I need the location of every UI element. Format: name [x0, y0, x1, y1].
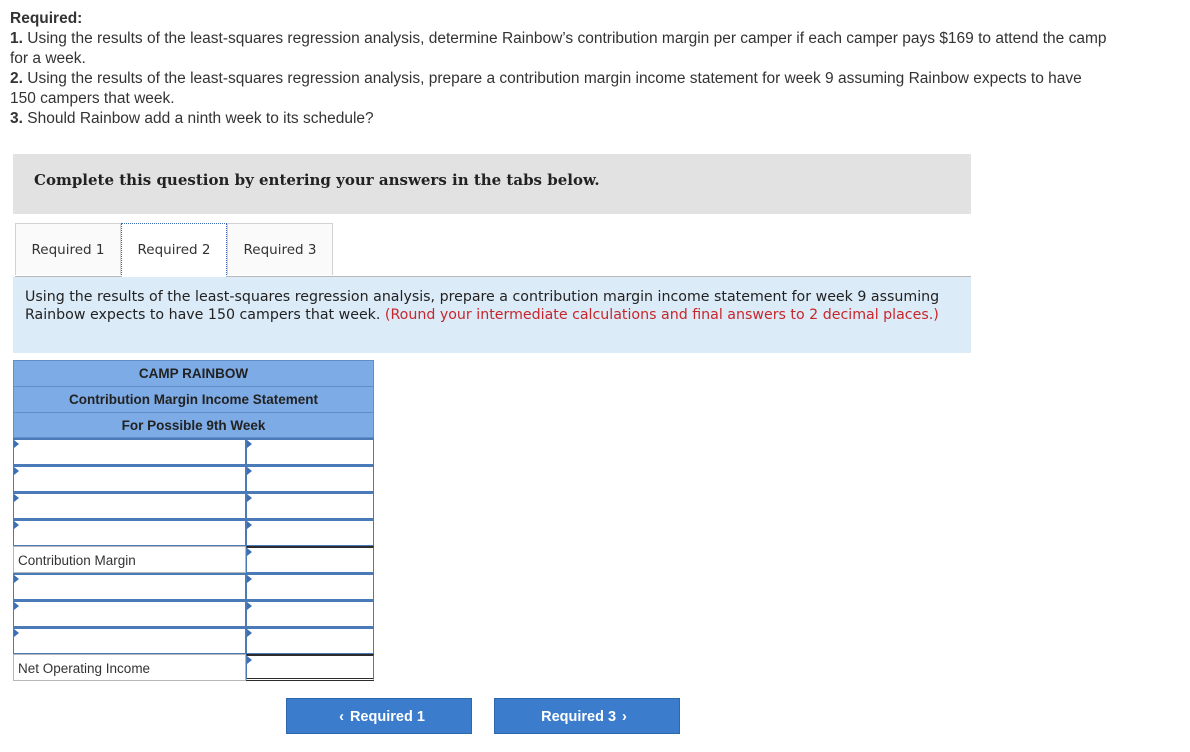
amount-cell[interactable] — [246, 600, 374, 627]
line-item-dropdown[interactable] — [13, 600, 246, 627]
line-item-input[interactable] — [18, 442, 245, 464]
requirement-text: Using the results of the least-squares regression analysis, prepare a contribution margin income statement for week 9 assuming Rainbow expects to have 150 campers that week. — [10, 70, 1082, 107]
line-item-input[interactable] — [18, 577, 245, 599]
line-item-input[interactable] — [18, 496, 245, 518]
amount-input[interactable] — [251, 658, 373, 680]
requirement-3 — [10, 109, 1110, 129]
tab-bar — [15, 223, 971, 277]
net-operating-income-amount[interactable] — [246, 654, 374, 681]
rounding-note: (Round your intermediate calculations and final answers to 2 decimal places.) — [384, 307, 939, 323]
amount-input[interactable] — [251, 523, 373, 545]
amount-cell[interactable] — [246, 627, 374, 654]
requirement-1 — [10, 29, 1110, 69]
contribution-margin-row — [13, 546, 374, 573]
instructions-banner — [13, 154, 971, 214]
banner-text: Complete this question by entering your answers in the tabs below. — [34, 171, 600, 189]
requirement-2 — [10, 69, 1110, 109]
line-item-dropdown[interactable] — [13, 519, 246, 546]
net-operating-income-row — [13, 654, 374, 681]
previous-tab-button[interactable] — [286, 698, 472, 734]
next-tab-button[interactable] — [494, 698, 680, 734]
requirement-text: Using the results of the least-squares regression analysis, determine Rainbow’s contribution margin per camper if each camper pays $169 to attend the camp for a week. — [10, 30, 1107, 67]
amount-input[interactable] — [251, 496, 373, 518]
amount-input[interactable] — [251, 604, 373, 626]
statement-row — [13, 627, 374, 654]
statement-row — [13, 438, 374, 465]
statement-row — [13, 492, 374, 519]
amount-cell[interactable] — [246, 438, 374, 465]
line-item-input[interactable] — [18, 604, 245, 626]
next-button-label: Required 3 — [541, 709, 617, 725]
requirements-heading: Required: — [10, 10, 83, 27]
amount-cell[interactable] — [246, 465, 374, 492]
statement-title: Contribution Margin Income Statement — [13, 386, 374, 412]
line-item-input[interactable] — [18, 631, 245, 653]
amount-input[interactable] — [251, 631, 373, 653]
requirements — [10, 9, 1110, 129]
amount-input[interactable] — [251, 550, 373, 572]
line-item-dropdown[interactable] — [13, 438, 246, 465]
amount-cell[interactable] — [246, 573, 374, 600]
line-item-input[interactable] — [18, 523, 245, 545]
chevron-left-icon: ‹ — [339, 709, 344, 725]
line-item-dropdown[interactable] — [13, 465, 246, 492]
line-item-input[interactable] — [18, 469, 245, 491]
requirement-text: Should Rainbow add a ninth week to its schedule? — [22, 110, 374, 127]
tab-required-1[interactable]: Required 1 — [15, 223, 121, 275]
amount-cell[interactable] — [246, 492, 374, 519]
amount-cell[interactable] — [246, 519, 374, 546]
statement-row — [13, 519, 374, 546]
contribution-margin-label: Contribution Margin — [13, 546, 246, 573]
tab-required-3[interactable]: Required 3 — [227, 223, 333, 275]
net-operating-income-label: Net Operating Income — [13, 654, 246, 681]
requirement-number: 3. — [10, 110, 23, 127]
chevron-right-icon: › — [622, 709, 627, 725]
amount-input[interactable] — [251, 469, 373, 491]
statement-row — [13, 465, 374, 492]
previous-button-label: Required 1 — [349, 709, 425, 725]
statement-row — [13, 573, 374, 600]
amount-input[interactable] — [251, 577, 373, 599]
requirement-number: 1. — [10, 30, 23, 47]
line-item-dropdown[interactable] — [13, 492, 246, 519]
line-item-dropdown[interactable] — [13, 627, 246, 654]
amount-input[interactable] — [251, 442, 373, 464]
line-item-dropdown[interactable] — [13, 573, 246, 600]
requirement-number: 2. — [10, 70, 23, 87]
tab-required-2[interactable]: Required 2 — [121, 223, 227, 277]
statement-period: For Possible 9th Week — [13, 412, 374, 438]
contribution-margin-amount[interactable] — [246, 546, 374, 573]
tab-instruction — [13, 277, 971, 353]
statement-row — [13, 600, 374, 627]
instruction-text: Using the results of the least-squares regression analysis, prepare a contribution margin income statement for week 9 assuming Rainbow expects to have 150 campers that week. — [25, 289, 940, 323]
statement-company: CAMP RAINBOW — [13, 360, 374, 386]
income-statement — [13, 360, 374, 681]
